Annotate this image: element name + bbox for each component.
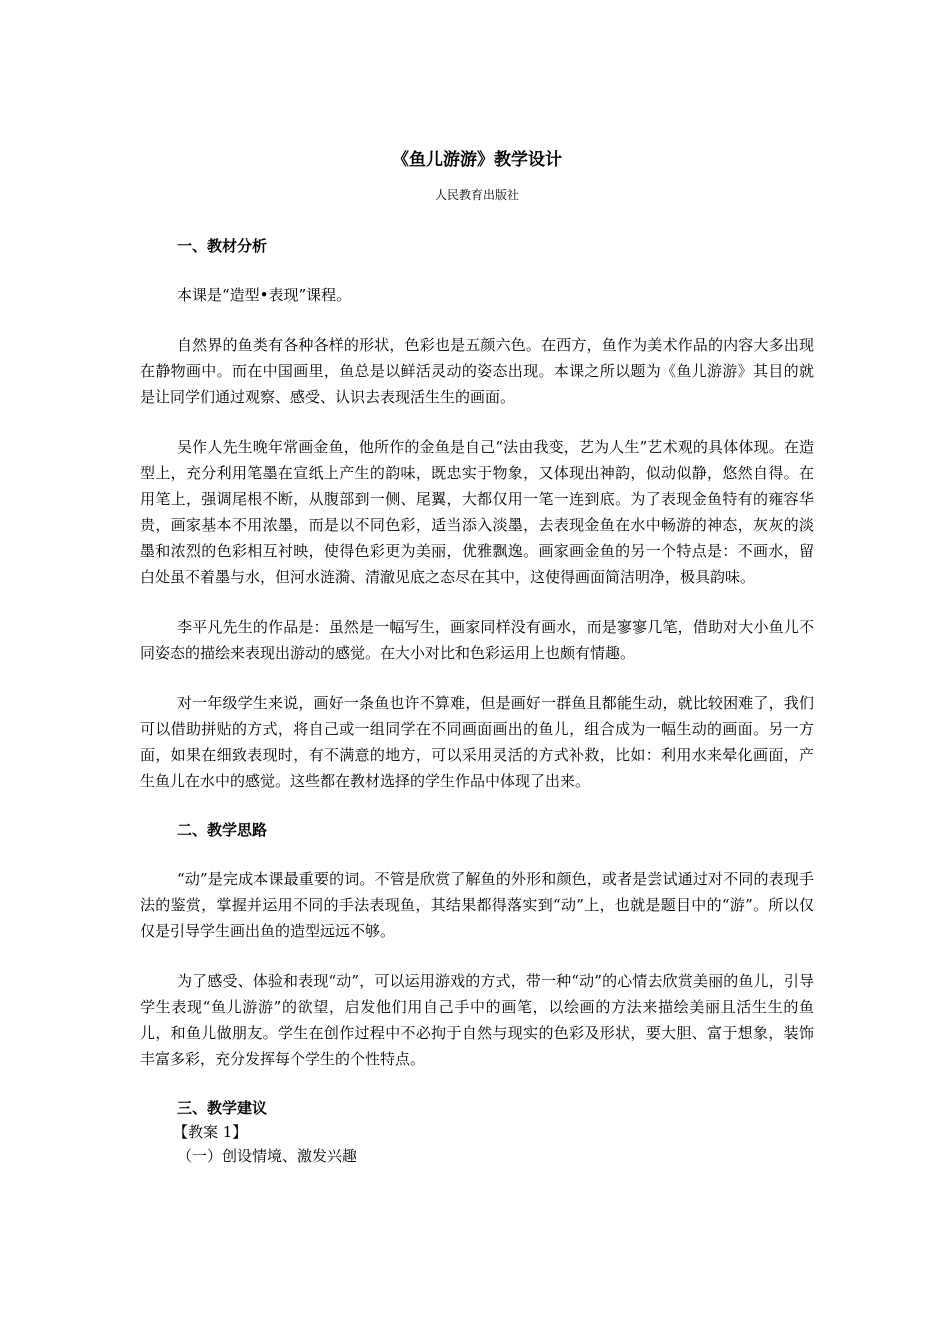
- paragraph: “动”是完成本课最重要的词。不管是欣赏了解鱼的外形和颜色，或者是尝试通过对不同的表现手法的鉴赏，掌握并运用不同的手法表现鱼，其结果都得落实到“动”上，也就是题目中的“游”。所以仅仅是引导学生画出鱼的造型远远不够。: [140, 870, 814, 940]
- section-heading-3: 三、教学建议: [177, 1099, 268, 1117]
- paragraph: 自然界的鱼类有各种各样的形状，色彩也是五颜六色。在西方，鱼作为美术作品的内容大多出现在静物画中。而在中国画里，鱼总是以鲜活灵动的姿态出现。本课之所以题为《鱼儿游游》其目的就是让同学们通过观察、感受、认识去表现活生生的画面。: [140, 336, 814, 406]
- paragraph: 对一年级学生来说，画好一条鱼也许不算难，但是画好一群鱼且都能生动，就比较困难了，我们可以借助拼贴的方式，将自己或一组同学在不同画面画出的鱼儿，组合成为一幅生动的画面。另一方面，如果在细致表现时，有不满意的地方，可以采用灵活的方式补救，比如：利用水来晕化画面，产生鱼儿在水中的感觉。这些都在教材选择的学生作品中体现了出来。: [140, 694, 814, 790]
- lesson-plan-label: 【教案 1】: [173, 1123, 248, 1141]
- paragraph: 本课是“造型•表现”课程。: [177, 286, 352, 304]
- paragraph: 为了感受、体验和表现“动”，可以运用游戏的方式，带一种“动”的心情去欣赏美丽的鱼儿，引导学生表现“鱼儿游游”的欲望，启发他们用自己手中的画笔，以绘画的方法来描绘美丽且活生生的鱼儿，和鱼儿做朋友。学生在创作过程中不必拘于自然与现实的色彩及形状，要大胆、富于想象，装饰丰富多彩，充分发挥每个学生的个性特点。: [140, 972, 814, 1068]
- paragraph: 李平凡先生的作品是：虽然是一幅写生，画家同样没有画水，而是寥寥几笔，借助对大小鱼儿不同姿态的描绘来表现出游动的感觉。在大小对比和色彩运用上也颇有情趣。: [140, 618, 814, 662]
- publisher-line: 人民教育出版社: [434, 188, 519, 202]
- document-page: [140, 148, 814, 1168]
- document-title: 《鱼儿游游》教学设计: [392, 150, 562, 170]
- subsection-heading: （一）创设情境、激发兴趣: [177, 1147, 358, 1165]
- section-heading-2: 二、教学思路: [177, 821, 268, 839]
- paragraph: 吴作人先生晚年常画金鱼，他所作的金鱼是自己“法由我变，艺为人生”艺术观的具体体现。在造型上，充分利用笔墨在宣纸上产生的韵味，既忠实于物象，又体现出神韵，似动似静，悠然自得。在用笔上，强调尾根不断，从腹部到一侧、尾翼，大都仅用一笔一连到底。为了表现金鱼特有的雍容华贵，画家基本不用浓墨，而是以不同色彩，适当添入淡墨，去表现金鱼在水中畅游的神态，灰灰的淡墨和浓烈的色彩相互衬映，使得色彩更为美丽，优雅飘逸。画家画金鱼的另一个特点是：不画水，留白处虽不着墨与水，但河水涟漪、清澈见底之态尽在其中，这使得画面简洁明净，极具韵味。: [140, 438, 814, 586]
- section-heading-1: 一、教材分析: [177, 237, 268, 255]
